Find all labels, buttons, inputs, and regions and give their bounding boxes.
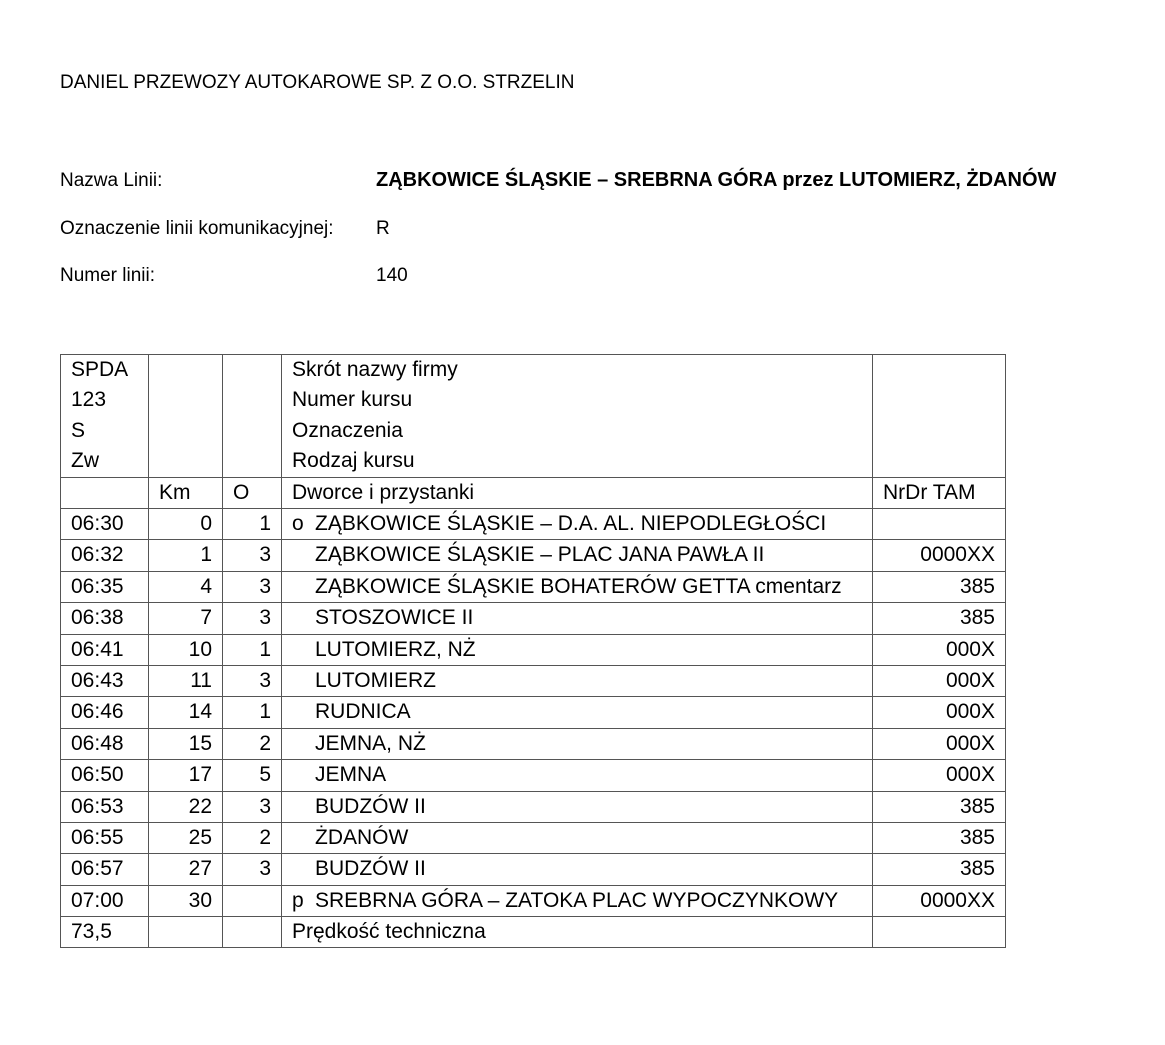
- departure-time: 06:30: [61, 509, 149, 540]
- departure-time: 06:50: [61, 760, 149, 791]
- o-value: 2: [223, 728, 282, 759]
- departure-time: 06:48: [61, 728, 149, 759]
- stop-cell: [282, 509, 873, 540]
- nrdr-tam: 000X: [873, 634, 1006, 665]
- header-empty-cell: [873, 355, 1006, 478]
- label-course-type: Rodzaj kursu: [292, 449, 415, 473]
- distance-km: 1: [149, 540, 223, 571]
- nrdr-tam: 385: [873, 854, 1006, 885]
- course-designation: S: [71, 418, 86, 442]
- header-empty-cell: [149, 355, 223, 478]
- stop-cell: [282, 885, 873, 916]
- table-row: [61, 666, 1006, 697]
- nrdr-tam: [873, 509, 1006, 540]
- stop-name: RUDNICA: [315, 700, 411, 724]
- technical-speed-value: 73,5: [61, 917, 149, 948]
- distance-km: 15: [149, 728, 223, 759]
- departure-time: 06:53: [61, 791, 149, 822]
- footer-empty-cell: [873, 917, 1006, 948]
- nrdr-tam: 385: [873, 823, 1006, 854]
- nrdr-tam: 0000XX: [873, 885, 1006, 916]
- nrdr-tam: 000X: [873, 697, 1006, 728]
- stop-name: ŻDANÓW: [315, 826, 409, 850]
- distance-km: 25: [149, 823, 223, 854]
- departure-time: 06:35: [61, 571, 149, 602]
- departure-time: 06:43: [61, 666, 149, 697]
- departure-time: 06:57: [61, 854, 149, 885]
- nrdr-tam: 000X: [873, 666, 1006, 697]
- course-number: 123: [71, 388, 107, 412]
- distance-km: 10: [149, 634, 223, 665]
- o-value: 3: [223, 540, 282, 571]
- nrdr-tam: 000X: [873, 760, 1006, 791]
- stop-cell: [282, 540, 873, 571]
- stop-name: BUDZÓW II: [315, 857, 426, 881]
- timetable: [60, 354, 1006, 948]
- course-company-code: SPDA: [71, 358, 129, 381]
- o-value: 1: [223, 634, 282, 665]
- departure-time: 06:38: [61, 603, 149, 634]
- line-designation-value: R: [376, 218, 390, 239]
- nrdr-tam: 0000XX: [873, 540, 1006, 571]
- table-row: [61, 697, 1006, 728]
- stop-cell: [282, 571, 873, 602]
- table-row: [61, 854, 1006, 885]
- o-value: [223, 885, 282, 916]
- distance-km: 11: [149, 666, 223, 697]
- stop-cell: [282, 666, 873, 697]
- distance-km: 30: [149, 885, 223, 916]
- label-company-abbrev: Skrót nazwy firmy: [292, 358, 458, 381]
- stop-cell: [282, 603, 873, 634]
- distance-km: 22: [149, 791, 223, 822]
- column-header-nrdr: NrDr TAM: [873, 478, 1006, 509]
- course-header-row: [61, 355, 1006, 478]
- distance-km: 17: [149, 760, 223, 791]
- course-type: Zw: [71, 449, 99, 473]
- o-value: 3: [223, 791, 282, 822]
- technical-speed-label: Prędkość techniczna: [282, 917, 873, 948]
- distance-km: 4: [149, 571, 223, 602]
- o-value: 1: [223, 509, 282, 540]
- departure-time: 06:46: [61, 697, 149, 728]
- course-info-cell: [61, 355, 149, 478]
- table-row: [61, 791, 1006, 822]
- table-row: [61, 603, 1006, 634]
- stop-cell: [282, 697, 873, 728]
- line-number-value: 140: [376, 265, 408, 286]
- stop-mark: p: [292, 888, 304, 912]
- line-number-label: Numer linii:: [60, 265, 156, 286]
- o-value: 3: [223, 854, 282, 885]
- stop-name: LUTOMIERZ: [315, 669, 436, 693]
- stop-name: SREBRNA GÓRA – ZATOKA PLAC WYPOCZYNKOWY: [315, 888, 839, 912]
- distance-km: 7: [149, 603, 223, 634]
- course-labels-cell: [282, 355, 873, 478]
- o-value: 1: [223, 697, 282, 728]
- column-header-km: Km: [149, 478, 223, 509]
- departure-time: 06:55: [61, 823, 149, 854]
- line-designation-label: Oznaczenie linii komunikacyjnej:: [60, 218, 334, 239]
- line-name-value: ZĄBKOWICE ŚLĄSKIE – SREBRNA GÓRA przez LUTOMIERZ, ŻDANÓW: [376, 169, 1057, 191]
- o-value: 3: [223, 571, 282, 602]
- footer-row: [61, 917, 1006, 948]
- o-value: 3: [223, 603, 282, 634]
- table-row: [61, 634, 1006, 665]
- footer-empty-cell: [149, 917, 223, 948]
- nrdr-tam: 000X: [873, 728, 1006, 759]
- stop-cell: [282, 634, 873, 665]
- footer-empty-cell: [223, 917, 282, 948]
- stop-cell: [282, 791, 873, 822]
- stop-cell: [282, 823, 873, 854]
- nrdr-tam: 385: [873, 791, 1006, 822]
- departure-time: 06:41: [61, 634, 149, 665]
- table-row: [61, 540, 1006, 571]
- distance-km: 14: [149, 697, 223, 728]
- label-course-number: Numer kursu: [292, 388, 413, 412]
- o-value: 5: [223, 760, 282, 791]
- column-header-stops: Dworce i przystanki: [282, 478, 873, 509]
- stop-name: ZĄBKOWICE ŚLĄSKIE BOHATERÓW GETTA cmentarz: [315, 574, 842, 598]
- stop-cell: [282, 728, 873, 759]
- stop-name: BUDZÓW II: [315, 794, 426, 818]
- table-row: [61, 885, 1006, 916]
- departure-time: 06:32: [61, 540, 149, 571]
- label-designations: Oznaczenia: [292, 418, 403, 442]
- o-value: 2: [223, 823, 282, 854]
- o-value: 3: [223, 666, 282, 697]
- column-header-row: [61, 478, 1006, 509]
- stop-cell: [282, 854, 873, 885]
- column-header-time: [61, 478, 149, 509]
- stop-name: ZĄBKOWICE ŚLĄSKIE – D.A. AL. NIEPODLEGŁOŚCI: [315, 512, 827, 535]
- header-empty-cell: [223, 355, 282, 478]
- nrdr-tam: 385: [873, 603, 1006, 634]
- stop-cell: [282, 760, 873, 791]
- distance-km: 27: [149, 854, 223, 885]
- line-name-label: Nazwa Linii:: [60, 170, 163, 191]
- stop-name: LUTOMIERZ, NŻ: [315, 637, 476, 661]
- stop-name: JEMNA: [315, 763, 387, 787]
- table-row: [61, 509, 1006, 540]
- company-name: DANIEL PRZEWOZY AUTOKAROWE SP. Z O.O. STRZELIN: [60, 72, 575, 93]
- departure-time: 07:00: [61, 885, 149, 916]
- distance-km: 0: [149, 509, 223, 540]
- table-row: [61, 571, 1006, 602]
- stop-name: JEMNA, NŻ: [315, 731, 426, 755]
- column-header-o: O: [223, 478, 282, 509]
- table-row: [61, 823, 1006, 854]
- table-row: [61, 760, 1006, 791]
- stop-name: STOSZOWICE II: [315, 606, 474, 630]
- nrdr-tam: 385: [873, 571, 1006, 602]
- stop-mark: o: [292, 512, 304, 535]
- table-row: [61, 728, 1006, 759]
- stop-name: ZĄBKOWICE ŚLĄSKIE – PLAC JANA PAWŁA II: [315, 543, 765, 567]
